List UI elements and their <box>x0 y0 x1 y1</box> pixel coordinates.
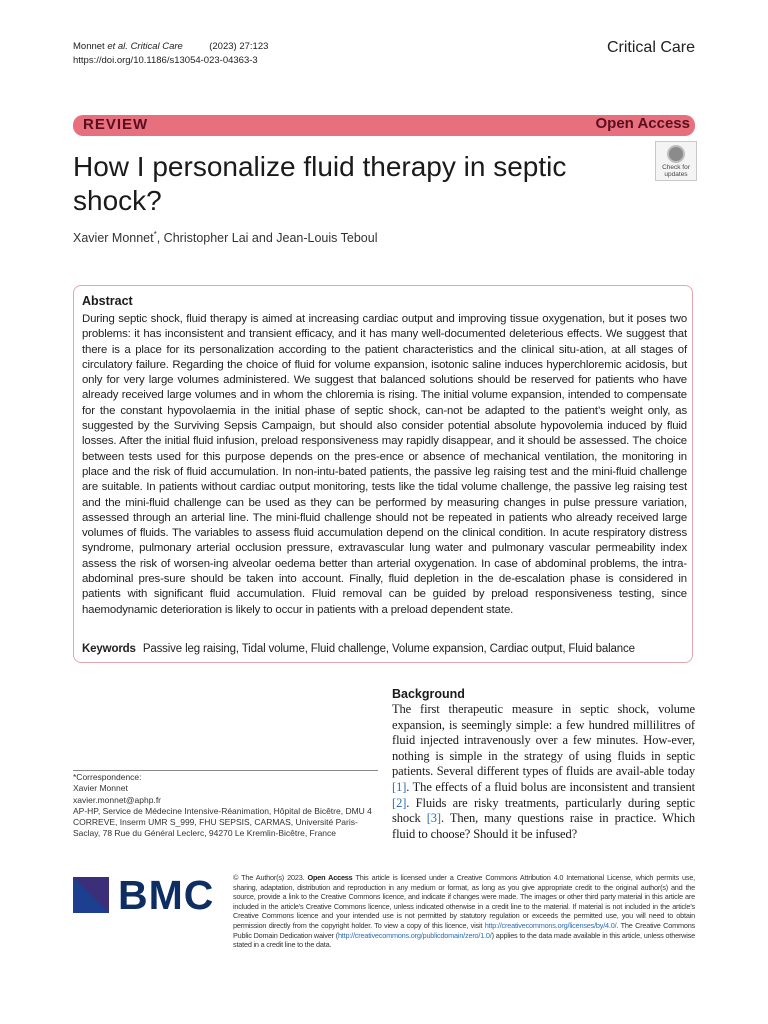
license-statement <box>233 873 695 950</box>
background-text-4: . Then, many questions raise in practice. Which fluid to choose? Should it be infused? <box>392 811 695 841</box>
abstract-heading: Abstract <box>82 294 133 308</box>
check-for-updates-icon <box>667 145 685 163</box>
header-journal: et al. Critical Care <box>107 41 183 52</box>
background-heading: Background <box>392 687 465 701</box>
keywords-list: Passive leg raising, Tidal volume, Fluid challenge, Volume expansion, Cardiac output, Fluid balance <box>142 643 635 655</box>
check-for-updates-badge[interactable] <box>655 141 697 181</box>
license-text-3: ) applies to the data made available in this article, unless otherwise stated in a credit line to the data. <box>233 930 695 950</box>
corresponding-mark: * <box>153 230 157 239</box>
bmc-logo <box>73 872 218 918</box>
license-link-cc-by[interactable]: http://creativecommons.org/licenses/by/4.0/ <box>484 920 617 930</box>
license-text-2: . The Creative Commons Public Domain Dedication waiver ( <box>233 920 695 940</box>
badge-line-2: updates <box>664 171 688 178</box>
header-year-volume: (2023) 27:123 <box>209 41 269 52</box>
correspondence-label: *Correspondence: <box>73 772 142 782</box>
author-first[interactable]: Xavier Monnet <box>73 231 154 246</box>
license-copyright: © The Author(s) 2023. <box>233 873 308 882</box>
bmc-square-icon <box>73 877 113 915</box>
badge-line-1: Check for <box>662 164 690 171</box>
journal-name: Critical Care <box>606 39 695 56</box>
background-paragraph <box>392 702 695 842</box>
license-link-cc-zero[interactable]: http://creativecommons.org/publicdomain/zero/1.0/ <box>337 930 492 940</box>
keywords-label: Keywords <box>82 643 136 655</box>
reference-link-3[interactable]: [3] <box>426 811 441 826</box>
author-rest: , Christopher Lai and Jean-Louis Teboul <box>156 231 378 246</box>
citation-line <box>73 40 268 54</box>
author-list <box>73 230 377 245</box>
doi-link[interactable]: https://doi.org/10.1186/s13054-023-04363-3 <box>73 55 258 66</box>
correspondence-address: AP-HP, Service de Médecine Intensive-Réanimation, Hôpital de Bicêtre, DMU 4 CORREVE, Inserm UMR S_999, FHU SEPSIS, CARMAS, Université Paris-Saclay, 78 Rue du Général Leclerc, 94270 Le Kremlin-Bicêtre, France <box>73 805 372 839</box>
background-text-2: . The effects of a fluid bolus are inconsistent and transient <box>406 779 695 794</box>
header-authors: Monnet <box>73 41 105 52</box>
abstract-box <box>73 285 693 663</box>
bmc-logo-text: BMC <box>118 872 215 918</box>
correspondence-note <box>73 770 378 840</box>
correspondence-email[interactable]: xavier.monnet@aphp.fr <box>73 794 162 805</box>
reference-link-2[interactable]: [2] <box>392 795 407 810</box>
article-type-label: REVIEW <box>83 116 149 133</box>
license-text-1: This article is licensed under a Creative Commons Attribution 4.0 International License, which permits use, sharing, adaptation, distribution and reproduction in any medium or format, as long as you give appropriate credit to the original author(s) and the source, provide a link to the Creative Commons licence, and indicate if changes were made. The images or other third party material in this article are included in the article’s Creative Commons licence, unless indicated otherwise in a credit line to the material. If material is not included in the article’s Creative Commons licence and your intended use is not permitted by statutory regulation or exceeds the permitted use, you will need to obtain permission directly from the copyright holder. To view a copy of this licence, visit <box>233 873 695 930</box>
background-text-3: . Fluids are risky treatments, particularly during septic shock <box>392 795 695 826</box>
article-type-banner <box>73 115 695 136</box>
article-title: How I personalize fluid therapy in septic shock? <box>73 151 567 216</box>
open-access-label: Open Access <box>595 115 690 132</box>
keywords <box>82 643 635 655</box>
running-header <box>73 40 268 68</box>
license-open-access: Open Access <box>307 873 353 882</box>
reference-link-1[interactable]: [1] <box>392 779 407 794</box>
abstract-text: During septic shock, fluid therapy is aimed at increasing cardiac output and improving tissue oxygenation, but it poses two problems: it has inconsistent and transient efficacy, and it has many well-documented deleterious effects. We suggest that there is a place for its personalization according to the patient characteristics and the clinical situ-ation, at all stages of circulatory failure. Regarding the choice of fluid for volume expansion, isotonic saline induces hyperchloremic acidosis, but only for very large volumes administered. We suggest that balanced solutions should be reserved for patients who have already received large volumes and in whom the chloremia is rising. The initial volume expansion, intended to compensate for the constant hypovolaemia in the initial phase of septic shock, can-not be adapted to the patient’s weight only, as suggested by the Surviving Sepsis Campaign, but should also consider potential absolute hypovolemia induced by fluid losses. After the initial fluid infusion, preload responsiveness may rapidly disappear, and it should be assessed. The choice between tests used for this purpose depends on the pres-ence or absence of mechanical ventilation, the monitoring in place and the risk of fluid accumulation. In non-intu-bated patients, the passive leg raising test and the mini-fluid challenge are suitable. In patients without cardiac output monitoring, tests like the tidal volume challenge, the passive leg raising test and the mini-fluid challenge can be used as they can be performed by measuring changes in pulse pressure variation, assessed through an arterial line. The mini-fluid challenge should not be repeated in patients who already received large volumes of fluids. The variables to assess fluid accumulation depend on the clinical condition. In acute respiratory distress syndrome, pulmonary arterial occlusion pressure, extravascular lung water and pulmonary vascular permeability index assess the risk of worsen-ing alveolar oedema better than arterial oxygenation. In case of abdominal problems, the intra-abdominal pres-sure should be taken into account. Finally, fluid depletion in the de-escalation phase is considered in patients with significant fluid accumulation. Fluid removal can be guided by preload responsiveness testing, since haemodynamic deterioration is likely to occur in patients with a preload dependent state. <box>82 313 687 616</box>
background-text-1: The first therapeutic measure in septic shock, volume expansion, is seemingly simple: a few hundred millilitres of fluid injected intravenously over a few minutes. How-ever, nothing is simple in the strategy of using fluids in septic patients. Several different types of fluids are avail-able today <box>392 702 695 779</box>
correspondence-name: Xavier Monnet <box>73 783 128 794</box>
